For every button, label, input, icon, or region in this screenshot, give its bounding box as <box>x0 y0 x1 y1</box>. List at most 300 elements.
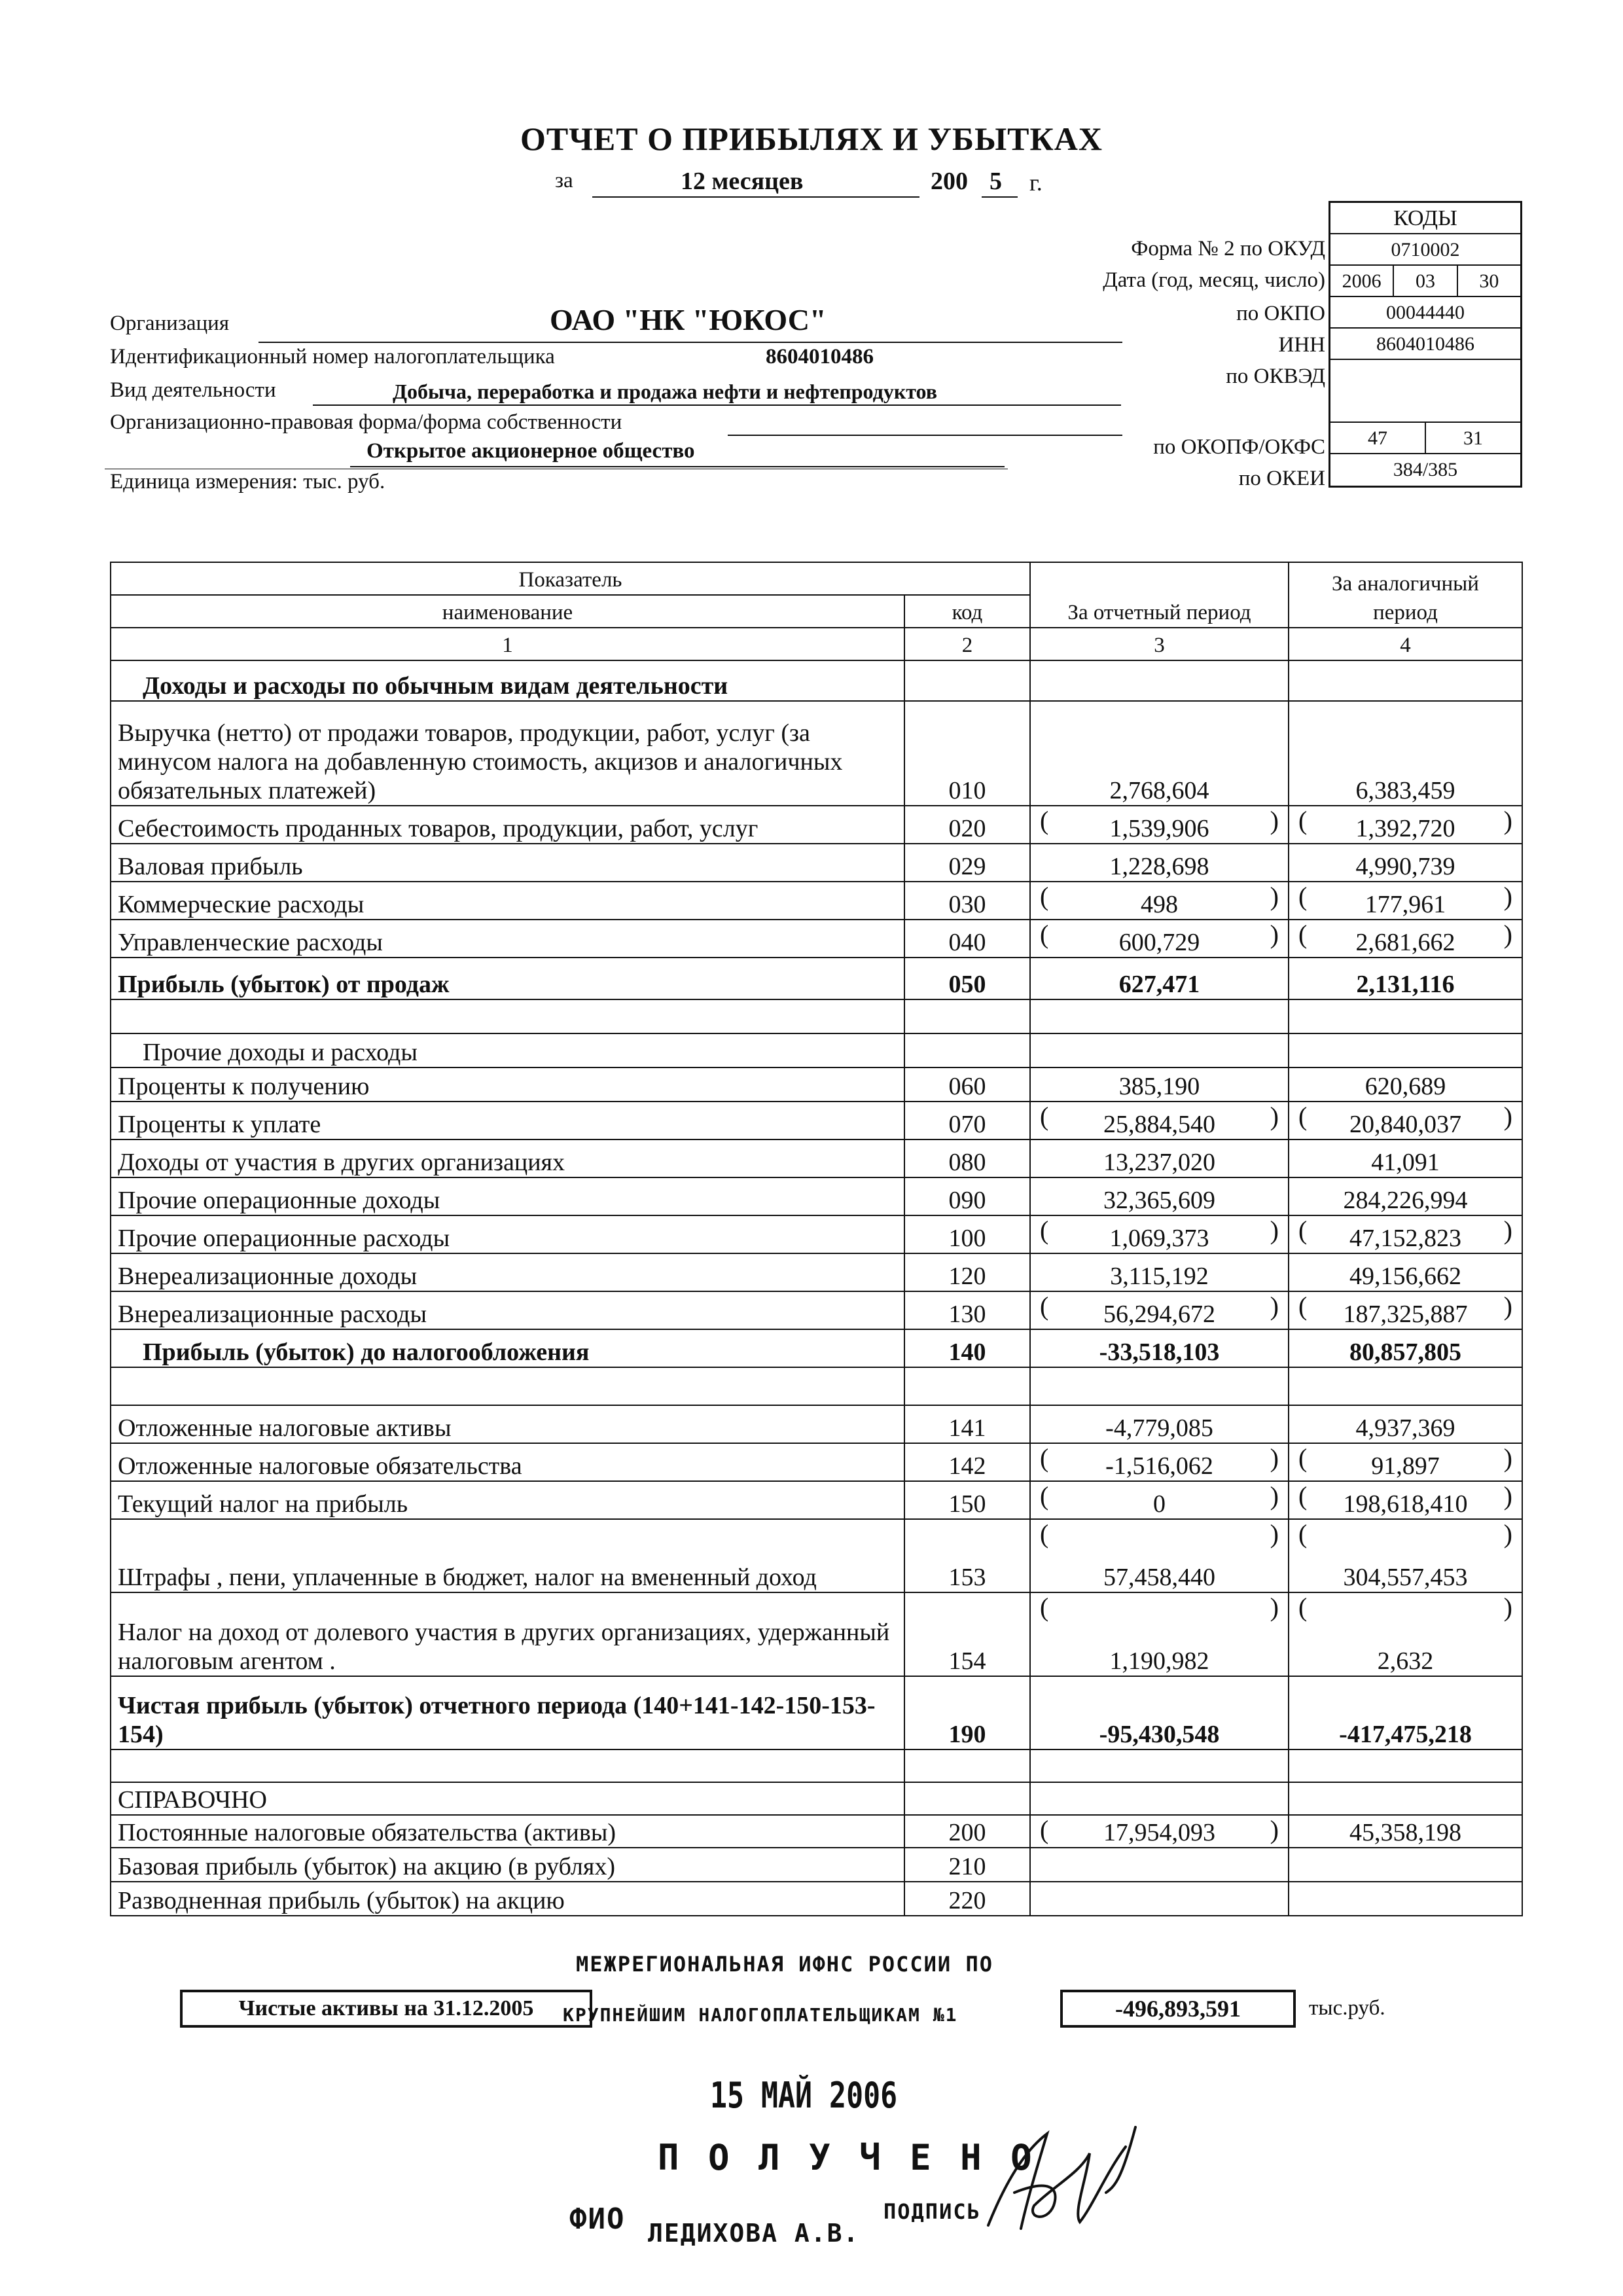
row-current <box>1030 1215 1289 1253</box>
row-name-text: Коммерческие расходы <box>118 891 365 918</box>
row-name <box>111 1848 904 1882</box>
row-code <box>904 1592 1030 1676</box>
row-current-text: 57,458,440 <box>1103 1564 1215 1591</box>
row-name <box>111 701 904 806</box>
row-name-text: Штрафы , пени, уплаченные в бюджет, налог на вмененный доход <box>118 1564 817 1591</box>
row-prev-text: 177,961 <box>1364 891 1446 918</box>
paren-close: ) <box>1503 1102 1512 1131</box>
table-row <box>111 1329 1522 1367</box>
col-header-group: Показатель <box>111 562 1030 595</box>
row-code <box>904 1882 1030 1916</box>
row-current <box>1030 1676 1289 1749</box>
legal-form-value: Открытое акционерное общество <box>366 439 695 463</box>
row-name-text: Постоянные налоговые обязательства (активы) <box>118 1819 616 1846</box>
row-current <box>1030 701 1289 806</box>
okud-label: Форма № 2 по ОКУД <box>1131 237 1325 260</box>
net-assets-unit: тыс.руб. <box>1309 1996 1385 2020</box>
row-code <box>904 1782 1030 1815</box>
row-prev-text: 20,840,037 <box>1349 1111 1461 1138</box>
row-code-text: 040 <box>948 929 986 956</box>
paren-close: ) <box>1270 882 1279 911</box>
table-row <box>111 1443 1522 1481</box>
codes-box <box>1329 201 1522 488</box>
row-code <box>904 660 1030 701</box>
stamp-date: 15 МАЙ 2006 <box>710 2075 898 2116</box>
paren-open: ( <box>1298 882 1308 911</box>
row-code-text: 090 <box>948 1187 986 1214</box>
row-name-text: Проценты к получению <box>118 1073 370 1100</box>
row-code-text: 140 <box>948 1338 986 1366</box>
row-current-text: 3,115,192 <box>1110 1263 1209 1290</box>
row-code-text: 060 <box>948 1073 986 1100</box>
row-current <box>1030 920 1289 958</box>
row-code-text: 100 <box>948 1225 986 1252</box>
table-row <box>111 1848 1522 1882</box>
row-code-text: 220 <box>948 1887 986 1914</box>
paren-close: ) <box>1270 920 1279 949</box>
row-code <box>904 958 1030 999</box>
row-current-text: -4,779,085 <box>1105 1414 1213 1442</box>
table-row <box>111 1253 1522 1291</box>
paren-open: ( <box>1040 1592 1049 1622</box>
row-code <box>904 701 1030 806</box>
net-assets-label: Чистые активы на 31.12.2005 <box>238 1996 534 2020</box>
row-prev-text: 41,091 <box>1371 1149 1440 1176</box>
fio-label: ФИО <box>569 2202 626 2236</box>
row-code-text: 050 <box>948 971 986 998</box>
row-code <box>904 882 1030 920</box>
row-code-text: 154 <box>948 1647 986 1675</box>
paren-close: ) <box>1270 1443 1279 1473</box>
row-name-text: Налог на доход от долевого участия в других организациях, удержанный налоговым агентом . <box>118 1619 890 1675</box>
row-name <box>111 1592 904 1676</box>
paren-close: ) <box>1503 1443 1512 1473</box>
row-prev <box>1289 1215 1522 1253</box>
row-current-text: 1,228,698 <box>1109 853 1209 880</box>
row-name-text: Базовая прибыль (убыток) на акцию (в рублях) <box>118 1853 615 1880</box>
row-prev-text: 4,990,739 <box>1355 853 1455 880</box>
row-name <box>111 1882 904 1916</box>
row-name <box>111 920 904 958</box>
row-prev-text: 1,392,720 <box>1355 815 1455 842</box>
stamp-line2: КРУПНЕЙШИМ НАЛОГОПЛАТЕЛЬЩИКАМ №1 <box>563 2004 958 2026</box>
row-current-text: 600,729 <box>1118 929 1200 956</box>
table-row <box>111 1177 1522 1215</box>
row-code-text: 070 <box>948 1111 986 1138</box>
col-name: наименование <box>111 595 904 628</box>
row-current <box>1030 958 1289 999</box>
period-prefix: за <box>555 169 573 192</box>
row-prev <box>1289 1481 1522 1519</box>
row-code-text: 200 <box>948 1819 986 1846</box>
row-name <box>111 1782 904 1815</box>
paren-open: ( <box>1040 882 1049 911</box>
okfs-value: 31 <box>1425 423 1520 453</box>
paren-close: ) <box>1503 920 1512 949</box>
col-num-2: 2 <box>904 628 1030 660</box>
table-row <box>111 882 1522 920</box>
row-code <box>904 1067 1030 1102</box>
row-name <box>111 1102 904 1139</box>
col-prev-line1: За аналогичный <box>1332 572 1479 596</box>
table-row <box>111 701 1522 806</box>
row-code-text: 153 <box>948 1564 986 1591</box>
row-prev <box>1289 1443 1522 1481</box>
paren-close: ) <box>1270 1815 1279 1844</box>
date-year: 2006 <box>1342 270 1382 292</box>
codes-header: КОДЫ <box>1393 206 1457 230</box>
paren-open: ( <box>1040 1519 1049 1549</box>
row-prev <box>1289 882 1522 920</box>
row-current <box>1030 1749 1289 1782</box>
row-code <box>904 1253 1030 1291</box>
row-prev <box>1289 1592 1522 1676</box>
row-name <box>111 1481 904 1519</box>
paren-close: ) <box>1503 1215 1512 1245</box>
row-code-text: 029 <box>948 853 986 880</box>
okei-value: 384/385 <box>1393 459 1458 480</box>
paren-open: ( <box>1040 1481 1049 1511</box>
row-prev <box>1289 1329 1522 1367</box>
paren-close: ) <box>1503 1291 1512 1321</box>
table-row <box>111 1067 1522 1102</box>
row-name-text: Выручка (нетто) от продажи товаров, продукции, работ, услуг (за минусом налога на добавленную стоимость, акцизов и аналогичных обязательных платежей) <box>118 719 843 804</box>
row-current <box>1030 1033 1289 1067</box>
table-row <box>111 844 1522 882</box>
okpo-value: 00044440 <box>1386 302 1465 323</box>
row-name <box>111 1815 904 1848</box>
row-name <box>111 1177 904 1215</box>
row-name-text: Чистая прибыль (убыток) отчетного периода (140+141-142-150-153-154) <box>118 1692 876 1748</box>
row-name <box>111 660 904 701</box>
row-current <box>1030 1882 1289 1916</box>
table-row <box>111 1139 1522 1177</box>
row-name <box>111 1405 904 1443</box>
unit-label: Единица измерения: тыс. руб. <box>110 470 385 493</box>
row-code <box>904 1815 1030 1848</box>
row-code <box>904 1481 1030 1519</box>
paren-open: ( <box>1298 1443 1308 1473</box>
row-current <box>1030 844 1289 882</box>
row-current <box>1030 1592 1289 1676</box>
col-code: код <box>904 595 1030 628</box>
row-prev <box>1289 1253 1522 1291</box>
paren-close: ) <box>1270 1215 1279 1245</box>
row-prev <box>1289 701 1522 806</box>
row-code-text: 150 <box>948 1490 986 1518</box>
legal-form-label: Организационно-правовая форма/форма собственности <box>110 410 622 434</box>
table-row <box>111 958 1522 999</box>
table-row <box>111 1519 1522 1592</box>
paren-close: ) <box>1503 1592 1512 1622</box>
row-current-text: 17,954,093 <box>1103 1819 1215 1846</box>
row-current-text: -1,516,062 <box>1105 1452 1213 1480</box>
row-current <box>1030 882 1289 920</box>
row-name-text: Прочие доходы и расходы <box>143 1039 418 1066</box>
row-name-text: Управленческие расходы <box>118 929 383 956</box>
row-current <box>1030 1848 1289 1882</box>
row-code-text: 030 <box>948 891 986 918</box>
net-assets-value: -496,893,591 <box>1115 1996 1241 2022</box>
row-code <box>904 1033 1030 1067</box>
row-name-text: Прибыль (убыток) до налогообложения <box>143 1338 590 1366</box>
row-name-text: Отложенные налоговые обязательства <box>118 1452 522 1480</box>
row-code-text: 141 <box>948 1414 986 1442</box>
row-prev <box>1289 1405 1522 1443</box>
paren-close: ) <box>1503 806 1512 835</box>
row-prev <box>1289 844 1522 882</box>
row-prev-text: 2,131,116 <box>1356 971 1455 998</box>
row-prev <box>1289 1782 1522 1815</box>
col-num-1: 1 <box>111 628 904 660</box>
taxid-label: Идентификационный номер налогоплательщика <box>110 345 555 368</box>
paren-close: ) <box>1270 1592 1279 1622</box>
row-current-text: 1,069,373 <box>1109 1225 1209 1252</box>
row-name-text: СПРАВОЧНО <box>118 1786 267 1814</box>
paren-close: ) <box>1503 1481 1512 1511</box>
row-current <box>1030 1291 1289 1329</box>
row-prev <box>1289 1676 1522 1749</box>
row-current <box>1030 1139 1289 1177</box>
row-current <box>1030 660 1289 701</box>
col-current: За отчетный период <box>1030 562 1289 628</box>
row-name <box>111 1519 904 1592</box>
taxid-value: 8604010486 <box>766 345 874 368</box>
net-assets-value-box <box>1060 1990 1296 2028</box>
year-suffix: г. <box>1029 170 1043 196</box>
row-prev <box>1289 806 1522 844</box>
paren-close: ) <box>1270 1291 1279 1321</box>
row-name-text: Прочие операционные расходы <box>118 1225 450 1252</box>
table-row <box>111 1592 1522 1676</box>
paren-open: ( <box>1298 1481 1308 1511</box>
row-prev-text: 49,156,662 <box>1349 1263 1461 1290</box>
table-row <box>111 1102 1522 1139</box>
row-name-text: Проценты к уплате <box>118 1111 321 1138</box>
col-prev-line2: период <box>1373 601 1438 624</box>
row-name <box>111 1676 904 1749</box>
row-prev-text: 4,937,369 <box>1355 1414 1455 1442</box>
org-label: Организация <box>110 312 230 335</box>
row-prev <box>1289 1882 1522 1916</box>
row-code <box>904 1405 1030 1443</box>
row-code <box>904 1102 1030 1139</box>
row-name-text: Себестоимость проданных товаров, продукции, работ, услуг <box>118 815 758 842</box>
okpo-label: по ОКПО <box>1236 302 1325 325</box>
row-name <box>111 1253 904 1291</box>
row-name-text: Внереализационные расходы <box>118 1300 427 1328</box>
row-current-text: 385,190 <box>1118 1073 1200 1100</box>
row-code-text: 142 <box>948 1452 986 1480</box>
row-current <box>1030 1443 1289 1481</box>
table-row <box>111 1749 1522 1782</box>
income-statement-table <box>110 562 1523 1916</box>
row-prev-text: 80,857,805 <box>1349 1338 1461 1366</box>
row-name <box>111 1291 904 1329</box>
row-name-text: Прибыль (убыток) от продаж <box>118 971 450 998</box>
table-row <box>111 1676 1522 1749</box>
org-name: ОАО "НК "ЮКОС" <box>550 303 827 336</box>
row-code <box>904 999 1030 1033</box>
row-code-text: 190 <box>948 1721 986 1748</box>
row-code <box>904 1329 1030 1367</box>
net-assets-label-box <box>180 1990 592 2028</box>
row-prev <box>1289 958 1522 999</box>
inn-value: 8604010486 <box>1376 333 1474 355</box>
row-prev <box>1289 1815 1522 1848</box>
row-current-text: 32,365,609 <box>1103 1187 1215 1214</box>
row-name <box>111 844 904 882</box>
row-prev-text: 47,152,823 <box>1349 1225 1461 1252</box>
row-current <box>1030 999 1289 1033</box>
signature-mark <box>975 2114 1145 2245</box>
paren-open: ( <box>1298 1592 1308 1622</box>
row-current <box>1030 1367 1289 1405</box>
row-code <box>904 1749 1030 1782</box>
row-prev-text: 198,618,410 <box>1343 1490 1468 1518</box>
okved-label: по ОКВЭД <box>1226 365 1325 388</box>
table-row <box>111 1882 1522 1916</box>
okopf-label: по ОКОПФ/ОКФС <box>1153 435 1325 459</box>
row-prev <box>1289 1749 1522 1782</box>
okved-value <box>1330 360 1520 422</box>
row-code <box>904 1519 1030 1592</box>
row-prev-text: 2,681,662 <box>1355 929 1455 956</box>
row-name <box>111 1329 904 1367</box>
row-name-text: Валовая прибыль <box>118 853 303 880</box>
row-current-text: 1,190,982 <box>1109 1647 1209 1675</box>
stamp-line1: МЕЖРЕГИОНАЛЬНАЯ ИФНС РОССИИ ПО <box>576 1952 993 1977</box>
row-current-text: 627,471 <box>1118 971 1200 998</box>
row-prev <box>1289 920 1522 958</box>
paren-open: ( <box>1298 1291 1308 1321</box>
row-current-text: -33,518,103 <box>1099 1338 1220 1366</box>
row-name-text: Прочие операционные доходы <box>118 1187 440 1214</box>
date-day: 30 <box>1457 266 1520 296</box>
row-prev-text: 187,325,887 <box>1343 1300 1468 1328</box>
row-prev-text: 620,689 <box>1364 1073 1446 1100</box>
row-code <box>904 1443 1030 1481</box>
row-code <box>904 806 1030 844</box>
row-code-text: 010 <box>948 777 986 804</box>
row-current-text: -95,430,548 <box>1099 1721 1220 1748</box>
row-code-text: 210 <box>948 1853 986 1880</box>
row-prev <box>1289 660 1522 701</box>
activity-value: Добыча, переработка и продажа нефти и нефтепродуктов <box>393 380 938 403</box>
paren-open: ( <box>1040 1443 1049 1473</box>
table-row <box>111 1367 1522 1405</box>
row-current-text: 498 <box>1141 891 1178 918</box>
col-num-4: 4 <box>1289 628 1522 660</box>
row-name <box>111 1443 904 1481</box>
row-code-text: 130 <box>948 1300 986 1328</box>
report-title: ОТЧЕТ О ПРИБЫЛЯХ И УБЫТКАХ <box>520 120 1103 157</box>
row-prev <box>1289 1139 1522 1177</box>
row-code <box>904 1367 1030 1405</box>
paren-open: ( <box>1040 1291 1049 1321</box>
row-code-text: 120 <box>948 1263 986 1290</box>
row-code <box>904 1848 1030 1882</box>
stamp-received: П О Л У Ч Е Н О <box>658 2137 1036 2178</box>
row-prev-text: 6,383,459 <box>1355 777 1455 804</box>
row-current <box>1030 1067 1289 1102</box>
row-prev <box>1289 1848 1522 1882</box>
paren-close: ) <box>1270 1481 1279 1511</box>
paren-open: ( <box>1040 806 1049 835</box>
row-current-text: 1,539,906 <box>1109 815 1209 842</box>
table-row <box>111 1815 1522 1848</box>
row-code <box>904 1177 1030 1215</box>
row-current <box>1030 1815 1289 1848</box>
row-current-text: 0 <box>1153 1490 1166 1518</box>
row-prev <box>1289 1519 1522 1592</box>
row-current-text: 25,884,540 <box>1103 1111 1215 1138</box>
row-current <box>1030 1519 1289 1592</box>
row-name <box>111 1215 904 1253</box>
paren-open: ( <box>1040 1102 1049 1131</box>
okopf-value: 47 <box>1368 427 1387 449</box>
col-num-3: 3 <box>1030 628 1289 660</box>
paren-close: ) <box>1270 1519 1279 1549</box>
row-prev <box>1289 1033 1522 1067</box>
table-row <box>111 920 1522 958</box>
row-prev <box>1289 1067 1522 1102</box>
okei-label: по ОКЕИ <box>1238 467 1325 490</box>
paren-close: ) <box>1503 882 1512 911</box>
row-current <box>1030 1782 1289 1815</box>
row-prev-text: 304,557,453 <box>1343 1564 1468 1591</box>
row-name <box>111 882 904 920</box>
row-current <box>1030 1253 1289 1291</box>
row-prev-text: 45,358,198 <box>1349 1819 1461 1846</box>
row-prev <box>1289 999 1522 1033</box>
row-name <box>111 1749 904 1782</box>
paren-open: ( <box>1298 806 1308 835</box>
fio-value: ЛЕДИХОВА А.В. <box>648 2219 860 2248</box>
paren-open: ( <box>1298 920 1308 949</box>
row-code-text: 020 <box>948 815 986 842</box>
table-row <box>111 1405 1522 1443</box>
row-name <box>111 999 904 1033</box>
row-current <box>1030 1481 1289 1519</box>
year-prefix: 200 <box>931 168 968 195</box>
row-prev-text: 2,632 <box>1377 1647 1434 1675</box>
paren-open: ( <box>1298 1519 1308 1549</box>
table-row <box>111 1481 1522 1519</box>
col-prev <box>1289 562 1522 628</box>
paren-open: ( <box>1040 920 1049 949</box>
inn-label: ИНН <box>1278 333 1325 357</box>
row-code <box>904 1215 1030 1253</box>
row-name-text: Доходы и расходы по обычным видам деятельности <box>143 672 728 700</box>
table-row <box>111 660 1522 701</box>
row-prev-text: 91,897 <box>1371 1452 1440 1480</box>
row-current-text: 2,768,604 <box>1109 777 1209 804</box>
okud-value: 0710002 <box>1391 239 1460 260</box>
row-name-text: Текущий налог на прибыль <box>118 1490 408 1518</box>
row-prev <box>1289 1367 1522 1405</box>
row-prev <box>1289 1177 1522 1215</box>
row-current <box>1030 1102 1289 1139</box>
row-prev <box>1289 1102 1522 1139</box>
activity-label: Вид деятельности <box>110 378 276 402</box>
row-name <box>111 958 904 999</box>
row-code <box>904 1676 1030 1749</box>
row-code <box>904 844 1030 882</box>
paren-open: ( <box>1040 1215 1049 1245</box>
row-current-text: 56,294,672 <box>1103 1300 1215 1328</box>
row-code <box>904 1139 1030 1177</box>
